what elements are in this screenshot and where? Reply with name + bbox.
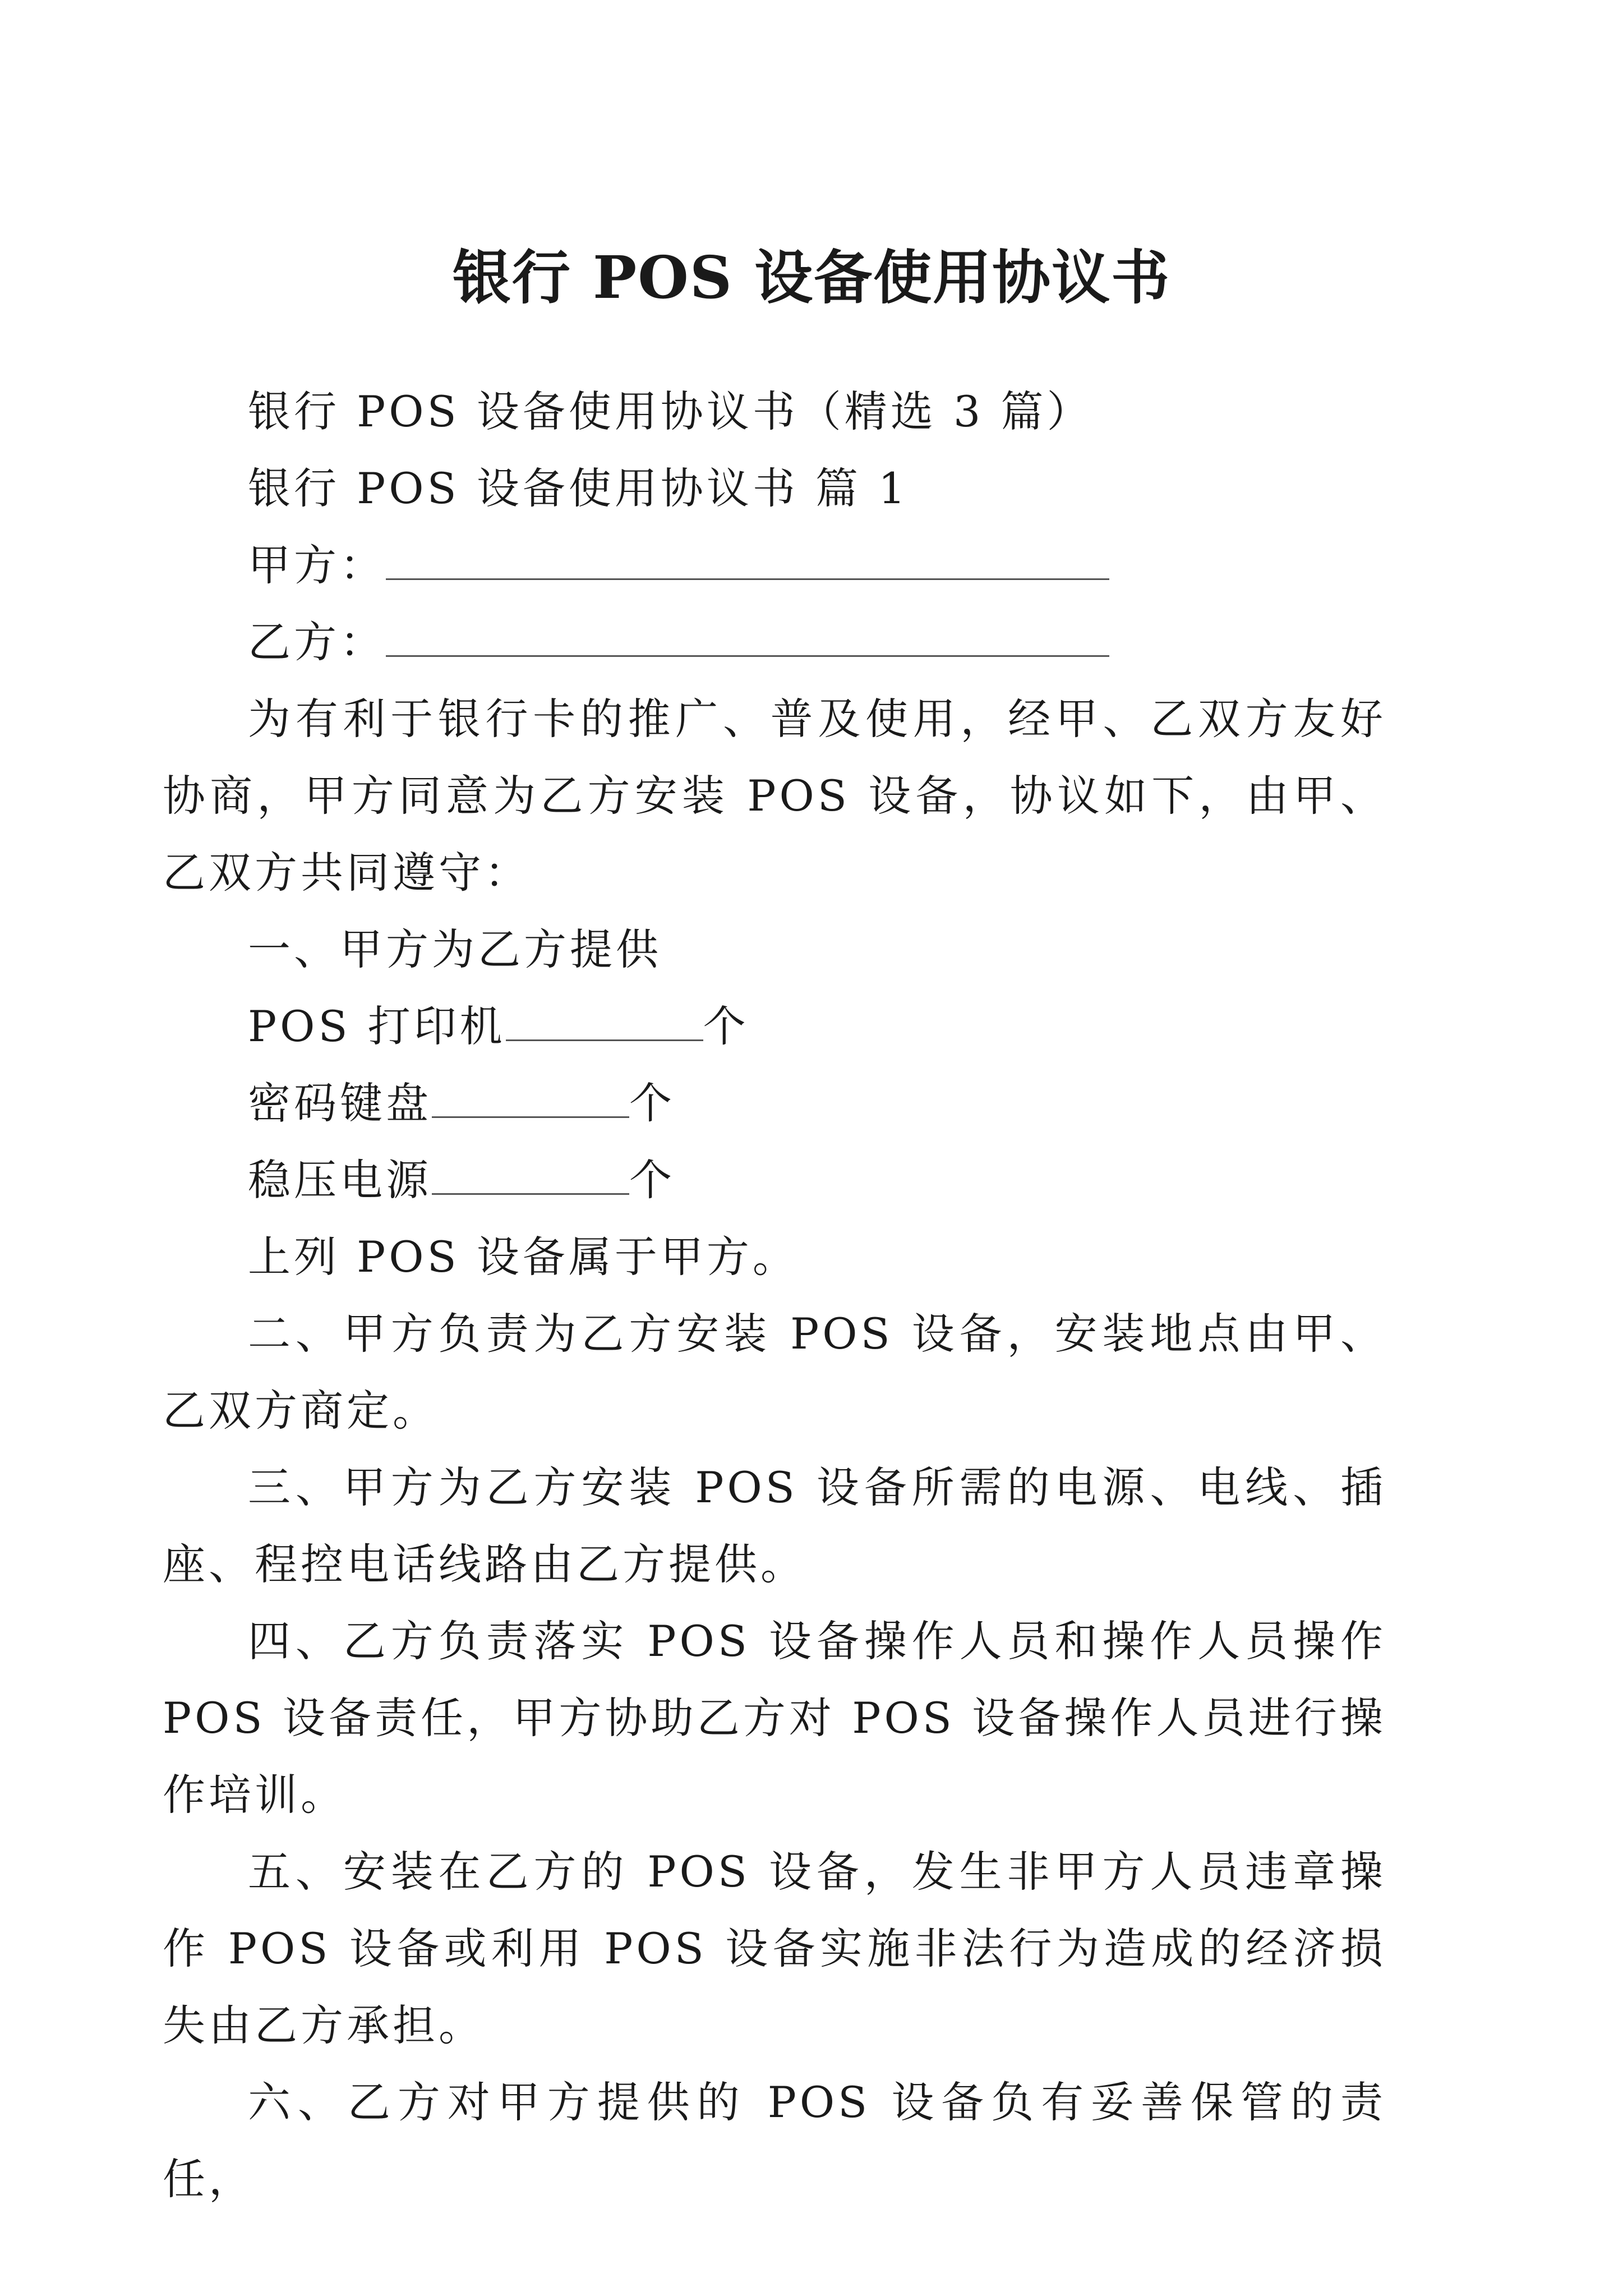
item-power <box>248 1142 1386 1218</box>
clause-3: 三、甲方为乙方安装 POS 设备所需的电源、电线、插座、程控电话线路由乙方提供。 <box>163 1462 1386 1589</box>
ownership-statement: 上列 POS 设备属于甲方。 <box>248 1232 799 1282</box>
clause-1-heading: 一、甲方为乙方提供 <box>248 924 662 974</box>
item-power-unit: 个 <box>629 1155 675 1205</box>
document-body <box>163 373 1386 2217</box>
party-a-label: 甲方： <box>248 540 386 590</box>
subtitle: 银行 POS 设备使用协议书（精选 3 篇） <box>248 386 1093 436</box>
item-printer-blank <box>506 1000 703 1041</box>
item-keypad-blank <box>432 1077 629 1118</box>
item-printer-label: POS 打印机 <box>248 1001 506 1051</box>
item-keypad-unit: 个 <box>629 1078 675 1128</box>
clause-2: 二、甲方负责为乙方安装 POS 设备，安装地点由甲、乙双方商定。 <box>163 1309 1386 1435</box>
clause-4: 四、乙方负责落实 POS 设备操作人员和操作人员操作 POS 设备责任，甲方协助乙方对 POS 设备操作人员进行操作培训。 <box>163 1616 1386 1820</box>
clause-6: 六、乙方对甲方提供的 POS 设备负有妥善保管的责任， <box>163 2077 1386 2204</box>
item-printer <box>248 988 1386 1065</box>
item-printer-unit: 个 <box>703 1001 749 1051</box>
item-power-label: 稳压电源 <box>248 1155 432 1205</box>
clause-5: 五、安装在乙方的 POS 设备，发生非甲方人员违章操作 POS 设备或利用 POS 设备实施非法行为造成的经济损失由乙方承担。 <box>163 1847 1386 2050</box>
intro-paragraph: 为有利于银行卡的推广、普及使用，经甲、乙双方友好协商，甲方同意为乙方安装 POS 设备，协议如下，由甲、乙双方共同遵守： <box>163 694 1386 898</box>
party-a-line <box>248 527 1386 604</box>
party-b-blank <box>386 616 1109 657</box>
section-heading: 银行 POS 设备使用协议书 篇 1 <box>248 463 909 513</box>
item-power-blank <box>432 1154 629 1195</box>
party-a-blank <box>386 539 1109 580</box>
document-title: 银行 POS 设备使用协议书 <box>452 242 1171 312</box>
party-b-line <box>248 604 1386 680</box>
party-b-label: 乙方： <box>248 617 386 667</box>
item-keypad-label: 密码键盘 <box>248 1078 432 1128</box>
item-keypad <box>248 1065 1386 1142</box>
